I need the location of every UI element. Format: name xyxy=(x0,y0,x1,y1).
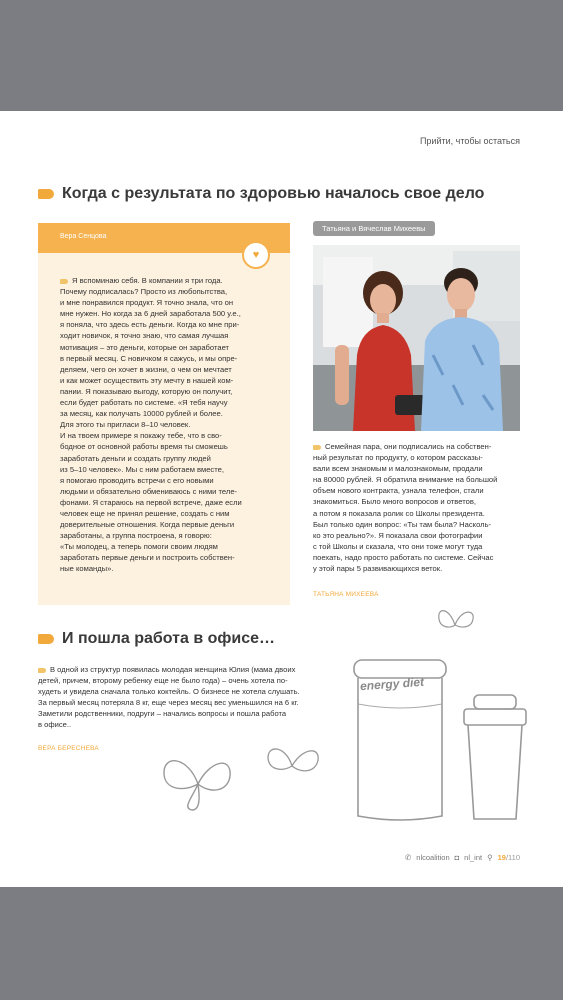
heading-1 xyxy=(38,185,484,203)
heading-2-text: И пошла работа в офисе… xyxy=(62,630,276,647)
photo-story xyxy=(313,441,525,574)
page-number: 19 xyxy=(497,853,506,862)
can-brand-label: energy diet xyxy=(359,674,425,694)
vk-icon: ✆ xyxy=(404,853,412,862)
page-total: /110 xyxy=(505,853,520,862)
card-text xyxy=(60,275,290,575)
bullet-icon xyxy=(38,668,46,673)
card-text-body: Я вспоминаю себя. В компании я три года. Почему подписалась? Просто из любопытства, и мне понравился продукт. Я точно знала, что он мне нужен. Но когда за 6 дней заработала 500 у.е., я поняла, что здесь есть деньги. Когда ко мне при- ходит новичок, я точно знаю, что самая лучшая мотивация – это деньги, которые он заработает в первый месяц. С новичком я сажусь, и мы опре- деляем, чего он хочет в жизни, о чем он мечтает и как может осуществить эту мечту в нашей ком- пании. Я показываю выгоду, которую он получит, если будет работать по системе. «Я тебя научу за месяц, как получать 10000 рублей и более. Для этого ты пригласи 8–10 человек. И на твоем примере я покажу тебе, что в сво- бодное от основной работы время ты сможешь заработать деньги и создать группу людей из 5–10 человек». Мы с ним работаем вместе, я помогаю проводить встречи с его новыми людьми и обязательно обмениваюсь с ними теле- фонами. Я стараюсь на первой встрече, даже если человек еще не принял решение, создать с ним доверительные отношения. Когда первые деньги заработаны, а группа построена, я говорю: «Ты молодец, а теперь помоги своим людям заработать первые деньги и построить собствен- ные команды». xyxy=(60,276,242,574)
office-story xyxy=(38,664,338,731)
couple-photo xyxy=(313,245,520,431)
quote-card xyxy=(38,223,290,605)
photo-story-body: Семейная пара, они подписались на собствен- ный результат по продукту, о котором рассказы- вали всем знакомым и малознакомым, продали на 80000 рублей. Я обратила внимание на большой объем нового контракта, узнала телефон, стали знакомиться. Было много вопросов и ответов, а потом я показала ролик со Школы президента. Был только один вопрос: «Ты там была? Насколь- ко это реально?». Я показала свои фотографии с той Школы и сказала, что они тоже могут туда поехать, надо просто работать по системе. Сейчас у этой пары 5 развивающихся веток. xyxy=(313,442,498,574)
instagram-handle: nl_int xyxy=(464,853,483,862)
butterfly-icon-3 xyxy=(435,601,479,645)
shaker-icon xyxy=(460,691,530,826)
heart-icon: ♥ xyxy=(242,241,270,269)
card-author: Вера Сенцова xyxy=(60,233,107,240)
butterfly-icon-2 xyxy=(262,736,326,786)
instagram-icon: ◘ xyxy=(454,853,460,862)
heading-marker-icon xyxy=(38,634,54,644)
magazine-page xyxy=(0,111,563,887)
photo-signature: ТАТЬЯНА МИХЕЕВА xyxy=(313,591,379,598)
page-footer xyxy=(405,853,520,862)
couple-photo-illustration xyxy=(313,245,520,431)
office-signature: ВЕРА БЕРЕСНЕВА xyxy=(38,745,99,752)
bullet-icon xyxy=(313,445,321,450)
butterfly-icon xyxy=(158,746,238,816)
location-pin-icon: ⚲ xyxy=(487,853,493,862)
vk-handle: nlcoalition xyxy=(416,853,450,862)
photo-caption: Татьяна и Вячеслав Михеевы xyxy=(313,221,435,236)
heading-2 xyxy=(38,630,275,648)
heading-marker-icon xyxy=(38,189,54,199)
section-title: Прийти, чтобы остаться xyxy=(419,136,520,146)
bullet-icon xyxy=(60,279,68,284)
heading-1-text: Когда с результата по здоровью началось свое дело xyxy=(62,185,485,202)
office-story-body: В одной из структур появилась молодая женщина Юлия (мама двоих детей, причем, второму ребенку еще не было года) – очень хотела по- худеть и увидела сначала только коктейль. О бизнесе не хотела слушать. За первый месяц потеряла 8 кг, еще через месяц вес уменьшился на 6 кг. Заметили родственники, подруги – начались вопросы и пошла работа в офисе.. xyxy=(38,665,300,730)
